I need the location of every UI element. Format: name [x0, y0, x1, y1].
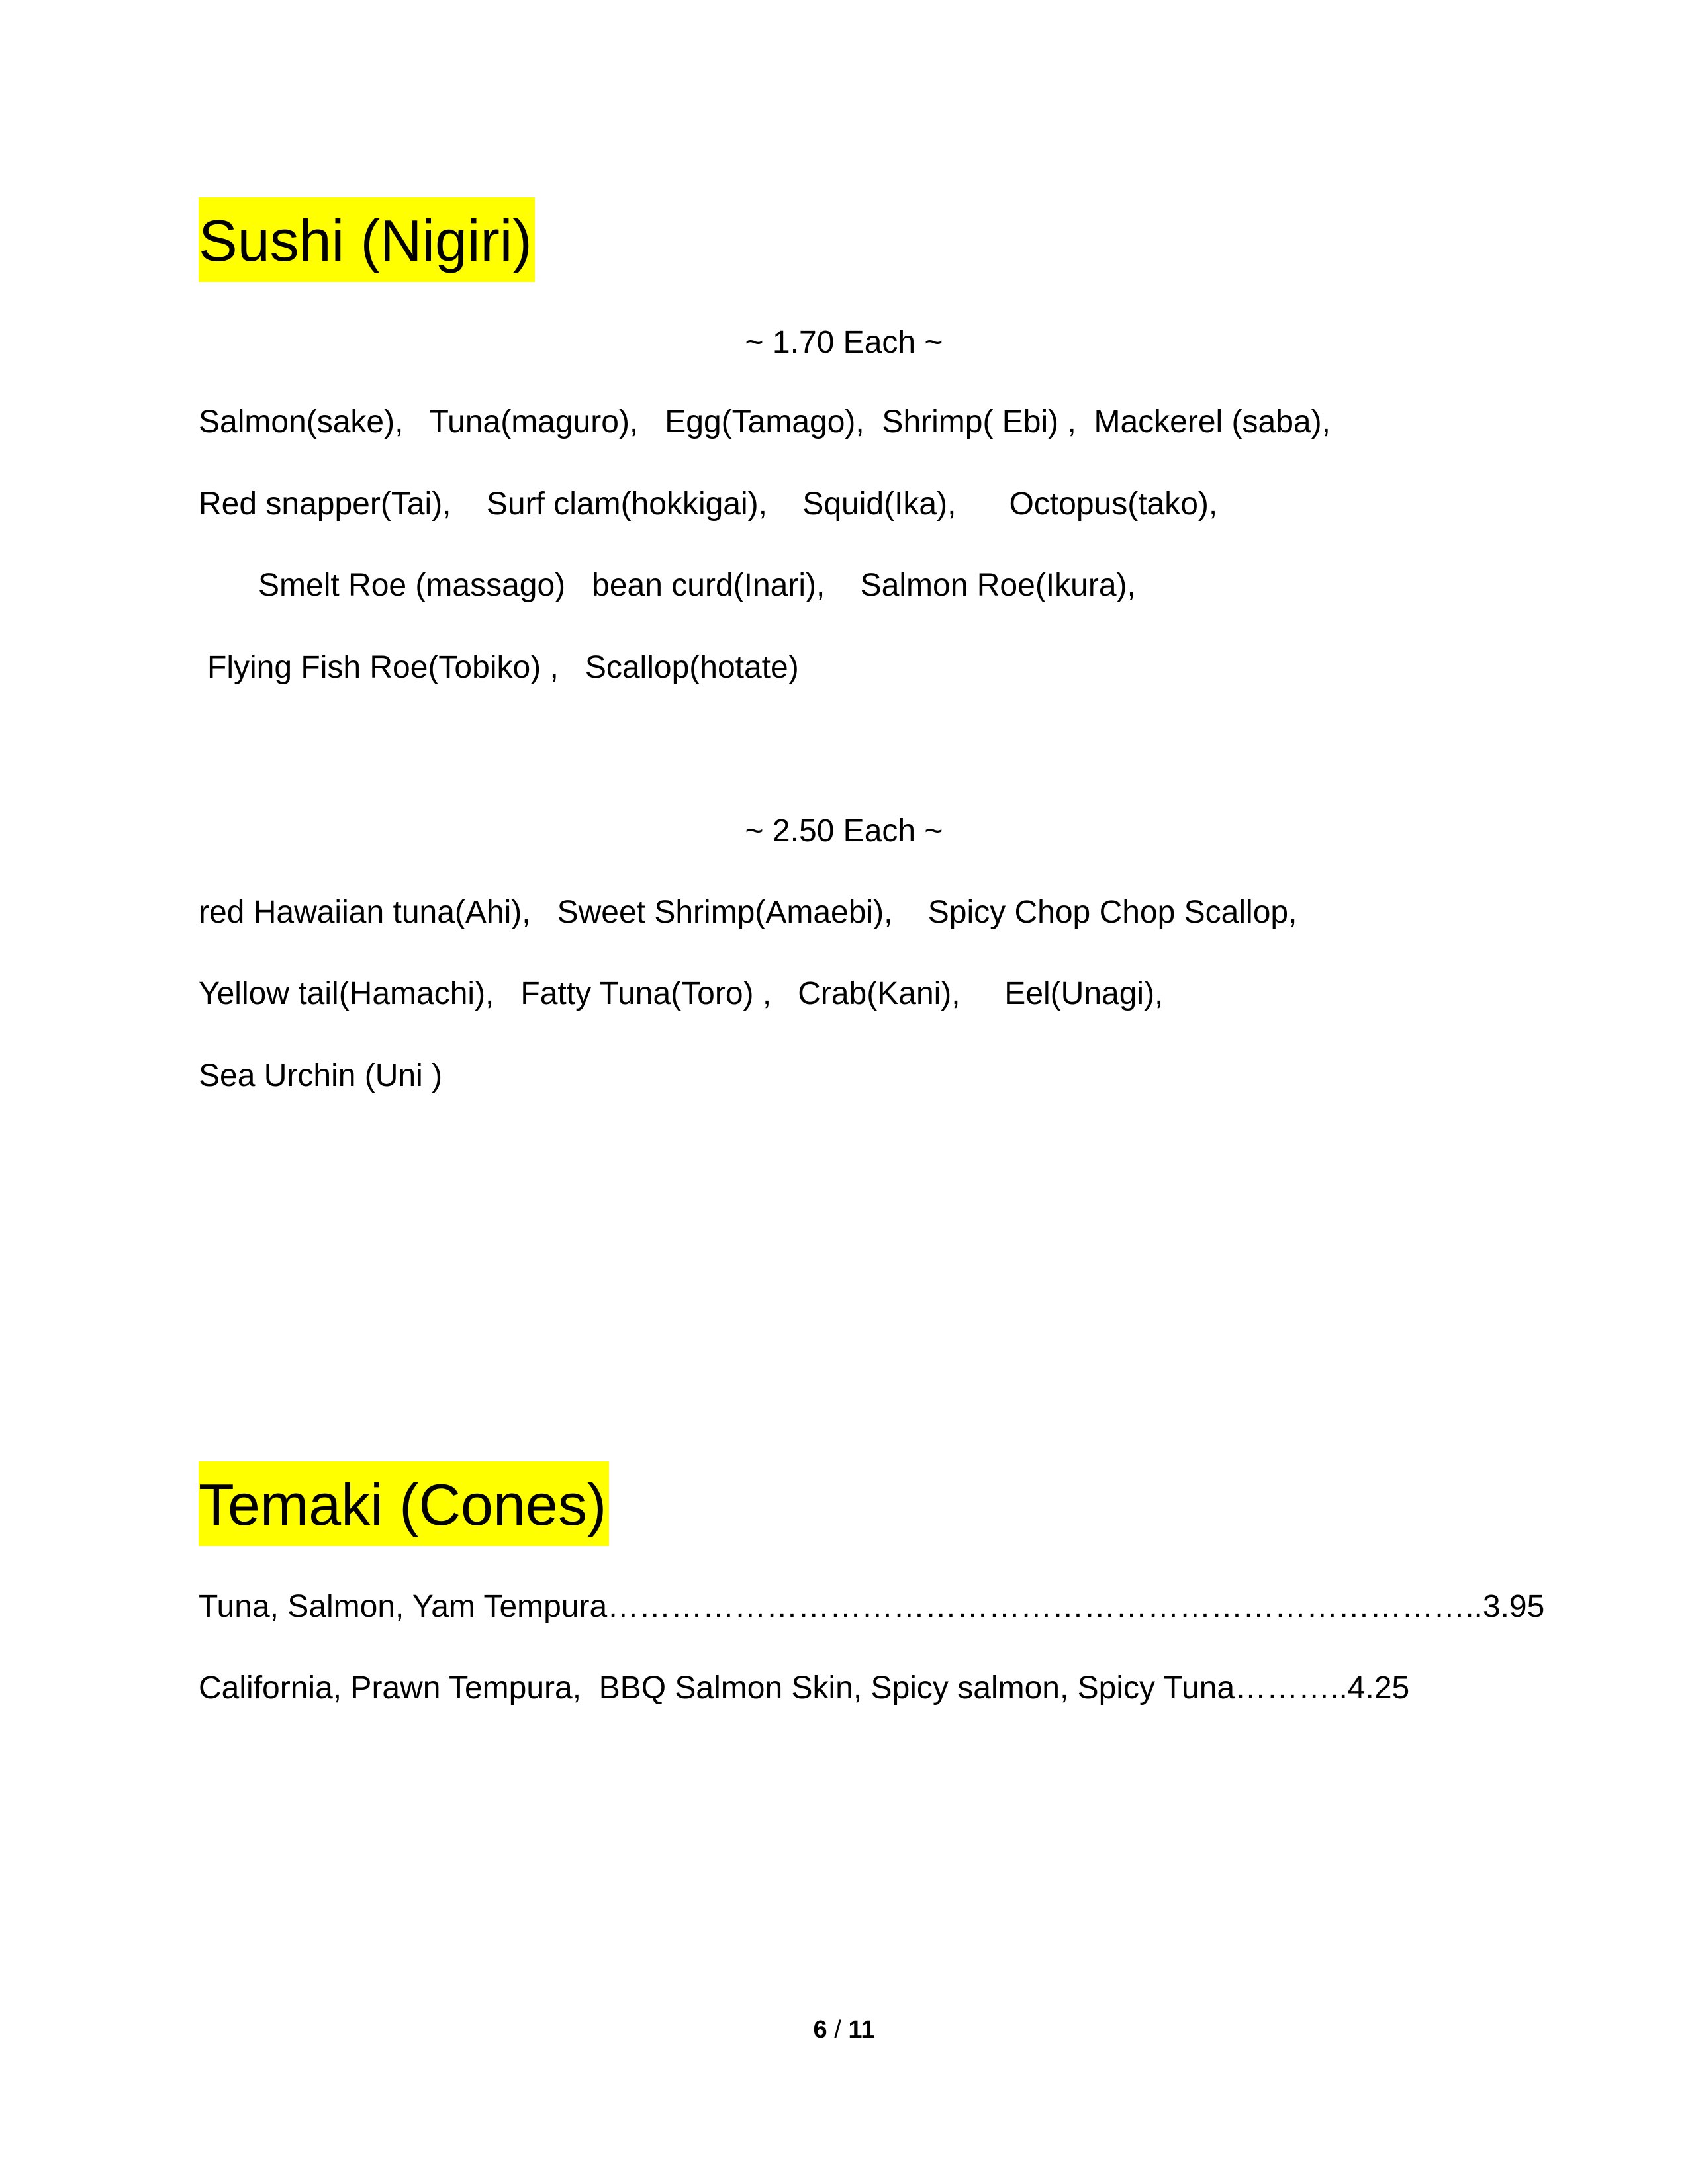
nigiri-tier2-line-1: red Hawaiian tuna(Ahi), Sweet Shrimp(Amaebi), Spicy Chop Chop Scallop,	[199, 895, 1297, 930]
nigiri-tier1-line-3: Smelt Roe (massago) bean curd(Inari), Salmon Roe(Ikura),	[258, 568, 1136, 603]
nigiri-tier1-line-1: Salmon(sake), Tuna(maguro), Egg(Tamago), Shrimp( Ebi) , Mackerel (saba),	[199, 404, 1331, 439]
section-heading-temaki: Temaki (Cones)	[199, 1461, 609, 1546]
current-page-number: 6	[813, 2016, 827, 2044]
nigiri-tier1-line-2: Red snapper(Tai), Surf clam(hokkigai), Squid(Ika), Octopus(tako),	[199, 486, 1218, 522]
price-tier-label-1-70: ~ 1.70 Each ~	[745, 325, 943, 360]
nigiri-tier1-line-4: Flying Fish Roe(Tobiko) , Scallop(hotate)	[207, 650, 799, 685]
temaki-line-1: Tuna, Salmon, Yam Tempura………………………………………………………………………..3.95	[199, 1589, 1545, 1624]
nigiri-tier2-line-3: Sea Urchin (Uni )	[199, 1058, 443, 1093]
page-number-separator: /	[827, 2016, 849, 2044]
nigiri-tier2-line-2: Yellow tail(Hamachi), Fatty Tuna(Toro) , Crab(Kani), Eel(Unagi),	[199, 976, 1164, 1011]
page-number	[0, 2017, 1688, 2042]
temaki-line-2: California, Prawn Tempura, BBQ Salmon Skin, Spicy salmon, Spicy Tuna………..4.25	[199, 1670, 1410, 1706]
section-heading-nigiri: Sushi (Nigiri)	[199, 197, 535, 282]
price-tier-label-2-50: ~ 2.50 Each ~	[745, 813, 943, 848]
total-pages-number: 11	[848, 2016, 875, 2044]
